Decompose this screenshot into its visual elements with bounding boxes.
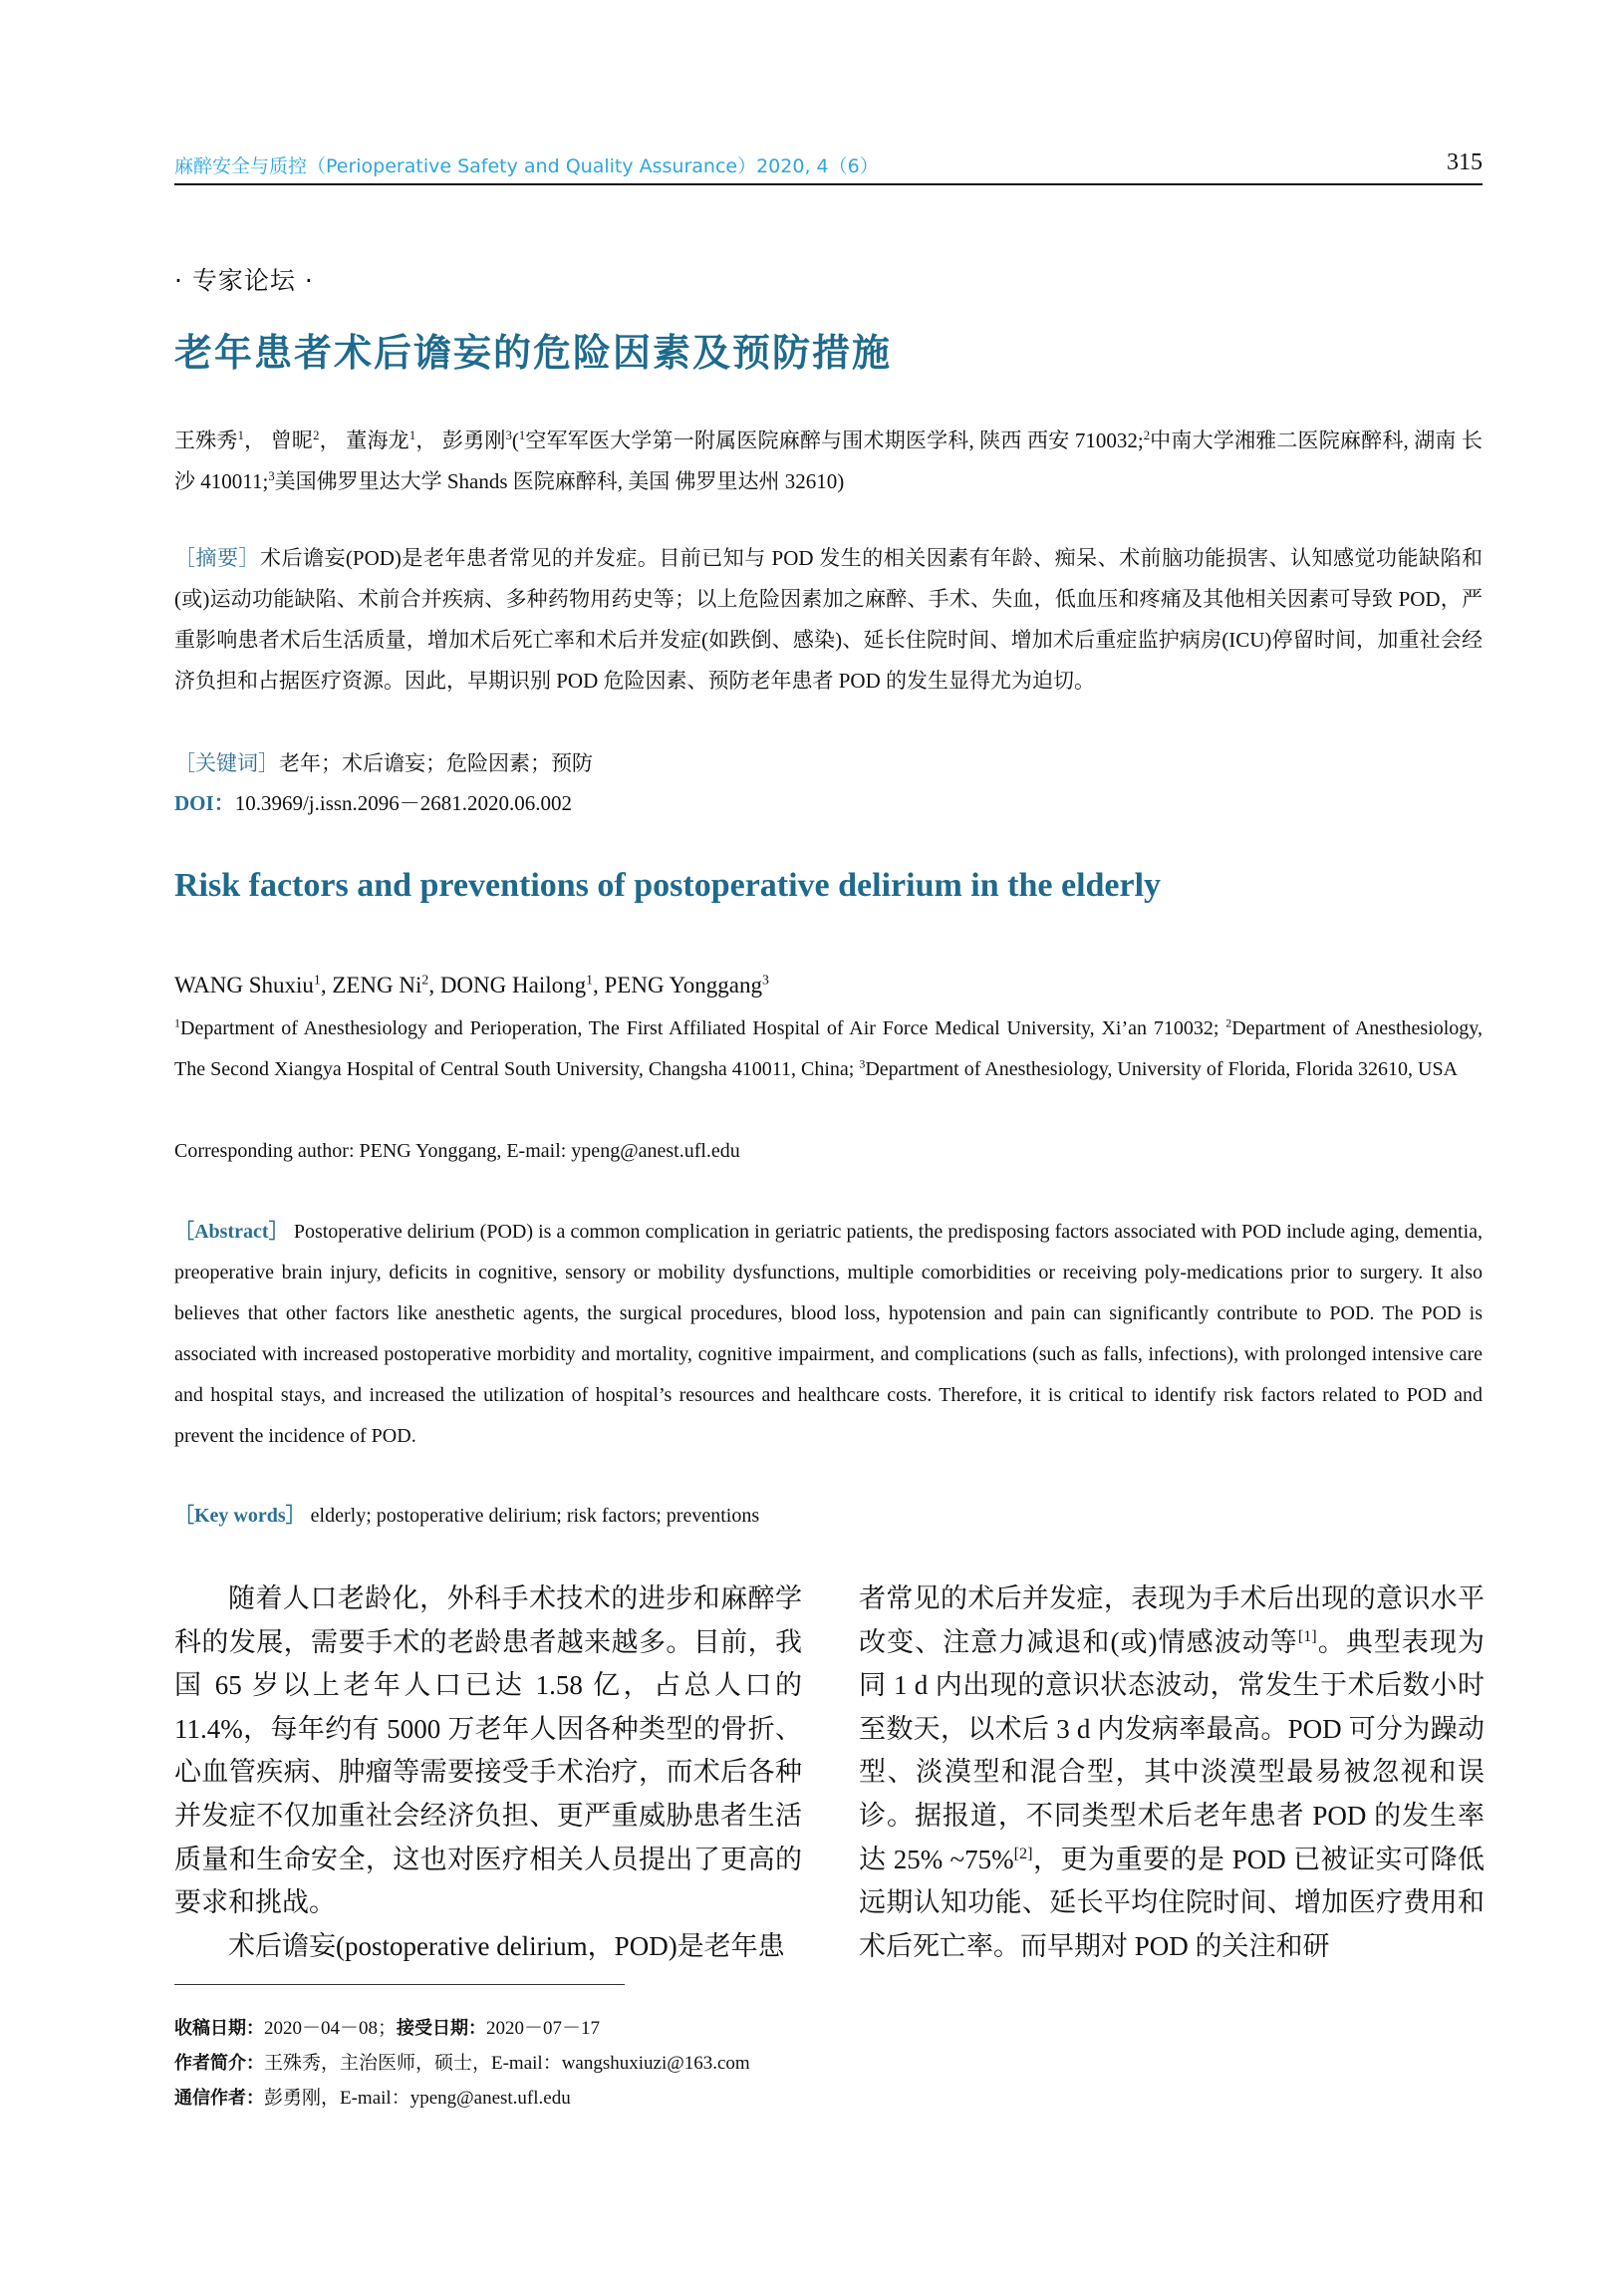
affiliation: 空军军医大学第一附属医院麻醉与围术期医学科, 陕西 西安 710032; [525,428,1144,452]
author-name: 王殊秀 [174,428,238,452]
author-name: DONG Hailong [439,973,587,998]
footnote-divider [174,1984,625,1985]
author-sup: 3 [762,972,769,988]
affil-sup: 1 [174,1015,180,1030]
page-number: 315 [1447,149,1483,175]
abstract-text: 术后谵妄(POD)是老年患者常见的并发症。目前已知与 POD 发生的相关因素有年龄、痴呆、术前脑功能损害、认知感觉功能缺陷和(或)运动功能缺陷、术前合并疾病、多种药物用药史等；以上危险因素加之麻醉、手术、失血，低血压和疼痛及其他相关因素可导致 POD，严重影响患者术后生活质量，增加术后死亡率和术后并发症(如跌倒、感染)、延长住院时间、增加术后重症监护病房(ICU)停留时间，加重社会经济负担和占据医疗资源。因此，早期识别 POD 危险因素、预防老年患者 POD 的发生显得尤为迫切。 [174,546,1483,693]
affiliation: 中南大学湘雅二医院麻醉科, 湖南 长沙 410011; [174,428,1484,493]
chinese-authors: 王殊秀$^1$， 曾昵$^2$， 董海龙$^1$， 彭勇刚$^3$($^1$空军军医大学第一附属医院麻醉与围术期医学科, 陕西 西安 710032;$^2$中南大学湘雅二医院麻醉科, 湖南 长沙 410011;$^3$美国佛罗里达大学 Shands 医院麻醉科, 美国 佛罗里达州 32610) [174,428,1484,493]
received-date: 2020－04－08； [264,2018,398,2039]
running-head [174,149,1483,185]
english-affiliations [174,1008,1483,1090]
body-paragraph [859,1577,1485,1968]
doi-link[interactable]: 10.3969/j.issn.2096－2681.2020.06.002 [234,791,573,815]
affiliation: Department of Anesthesiology and Perioperation, The First Affiliated Hospital of Air Force Medical University, Xi’an 710032; [180,1017,1219,1039]
author-sup: 1 [408,428,416,442]
author-name: 曾昵 [270,428,314,452]
reference-link[interactable]: [2] [1013,1844,1033,1862]
chinese-abstract [174,538,1483,702]
english-title: Risk factors and preventions of postoperative delirium in the elderly [174,867,1162,904]
footnote-dates [174,2011,750,2046]
author-name: 董海龙 [346,428,409,452]
keywords-text: 老年；术后谵妄；危险因素；预防 [279,751,593,775]
author-sup: 2 [313,428,320,442]
footnote-corresponding [174,2081,750,2116]
body-text: 者常见的术后并发症，表现为手术后出现的意识水平改变、注意力减退和(或)情感波动等 [859,1583,1485,1657]
affil-sup: 1 [518,428,526,442]
author-sup: 2 [421,972,429,988]
author-name: 彭勇刚 [442,428,506,452]
keywords-label: ［关键词］ [174,751,279,775]
body-paragraph: 随着人口老龄化，外科手术技术的进步和麻醉学科的发展，需要手术的老龄患者越来越多。目前，我国 65 岁以上老年人口已达 1.58 亿，占总人口的 11.4%，每年约有 5000 万老年人因各种类型的骨折、心血管疾病、肿瘤等需要接受手术治疗，而术后各种并发症不仅加重社会经济负担、更严重威胁患者生活质量和生命安全，这也对医疗相关人员提出了更高的要求和挑战。 [174,1583,802,1918]
affil-sup: 2 [1143,428,1150,442]
affiliation: Department of Anesthesiology, The Second Xiangya Hospital of Central South University, Changsha 410011, China; [174,1017,1483,1080]
abstract-label: ［摘要］ [174,546,260,570]
author-sup: 3 [505,428,512,442]
accepted-label: 接受日期： [397,2018,487,2039]
body-text: 。典型表现为同 1 d 内出现的意识状态波动，常发生于术后数小时至数天，以术后 3 d 内发病率最高。POD 可分为躁动型、淡漠型和混合型，其中淡漠型最易被忽视和误诊。据报道，不同类型术后老年患者 POD 的发生率达 25% ~75% [859,1626,1486,1874]
column-label: · 专家论坛 · [174,266,314,295]
affil-sup: 2 [1225,1015,1232,1030]
chinese-title: 老年患者术后谵妄的危险因素及预防措施 [174,333,893,375]
author-bio-label: 作者简介： [174,2053,264,2074]
author-bio: 王殊秀，主治医师，硕士，E-mail：wangshuxiuzi@163.com [264,2053,750,2074]
received-label: 收稿日期： [174,2018,264,2039]
english-abstract [174,1212,1483,1457]
footnote-author-bio [174,2046,750,2081]
author-name: ZENG Ni [332,973,422,998]
body-column-left [174,1577,802,1968]
author-sup: 1 [313,972,321,988]
abstract-text: Postoperative delirium (POD) is a common complication in geriatric patients, the predisposing factors associated with POD include aging, dementia, preoperative brain injury, deficits in cognitive, sensory or mobility dysfunctions, multiple comorbidities or receiving poly-medications prior to surgery. It also believes that other factors like anesthetic agents, the surgical procedures, blood loss, hypotension and pain can significantly contribute to POD. The POD is associated with increased postoperative morbidity and mortality, cognitive impairment, and complications (such as falls, infections), with prolonged intensive care and hospital stays, and increased the utilization of hospital’s resources and healthcare costs. Therefore, it is critical to identify risk factors related to POD and prevent the incidence of POD. [174,1221,1484,1447]
doi-label: DOI： [174,791,235,815]
keywords-label: ［Key words］ [174,1505,306,1527]
body-text: ，更为重要的是 POD 已被证实可降低远期认知功能、延长平均住院时间、增加医疗费用和术后死亡率。而早期对 POD 的关注和研 [859,1844,1485,1961]
footnotes [174,2011,750,2116]
corresponding-label: 通信作者： [174,2088,264,2109]
affil-sup: 3 [268,469,275,483]
reference-link[interactable]: [1] [1297,1626,1317,1645]
author-sup: 1 [237,428,244,442]
affiliation: 美国佛罗里达大学 Shands 医院麻醉科, 美国 佛罗里达州 32610 [274,469,838,493]
journal-citation: 麻醉安全与质控（Perioperative Safety and Quality Assurance）2020, 4（6） [174,155,879,177]
english-keywords [174,1496,1483,1537]
corresponding-author: Corresponding author: PENG Yonggang, E-mail: ypeng@anest.ufl.edu [174,1140,740,1162]
doi [174,783,1483,824]
english-authors: WANG Shuxiu$^1$, ZENG Ni$^2$, DONG Hailong$^1$, PENG Yonggang$^3$ [174,972,769,998]
body-column-right [859,1577,1485,1968]
author-name: WANG Shuxiu [174,973,314,998]
abstract-label: ［Abstract］ [174,1221,289,1243]
accepted-date: 2020－07－17 [486,2018,601,2039]
body-paragraph: 术后谵妄(postoperative delirium，POD)是老年患 [228,1930,785,1961]
affiliation: Department of Anesthesiology, University of Florida, Florida 32610, USA [865,1058,1459,1080]
author-sup: 1 [586,972,594,988]
keywords-text: elderly; postoperative delirium; risk factors; preventions [310,1505,760,1527]
corresponding-info: 彭勇刚，E-mail：ypeng@anest.ufl.edu [264,2088,571,2109]
affil-sup: 3 [859,1056,866,1071]
author-name: PENG Yonggang [604,973,762,998]
chinese-keywords [174,743,1483,784]
